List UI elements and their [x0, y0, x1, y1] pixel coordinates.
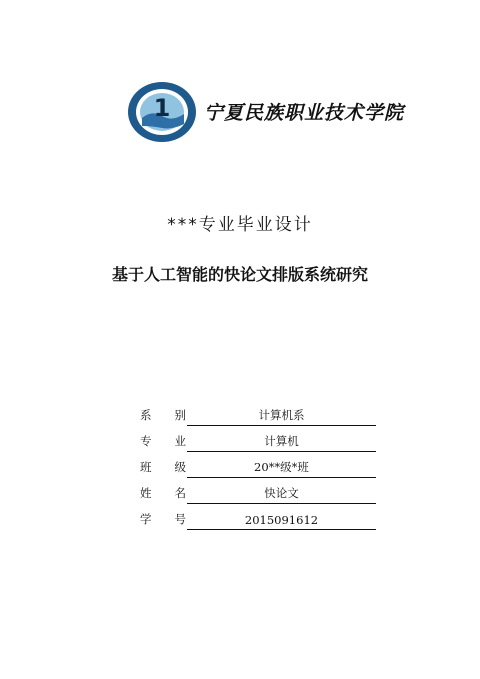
major-value: 计算机	[187, 433, 376, 452]
department-value: 计算机系	[187, 407, 376, 426]
info-row-department	[140, 400, 376, 426]
info-row-major	[140, 426, 376, 452]
school-emblem-icon	[126, 80, 198, 144]
school-name: 宁夏民族职业技术学院	[204, 102, 405, 124]
document-title: 基于人工智能的快论文排版系统研究	[111, 265, 368, 284]
emblem-number: 1	[153, 94, 171, 122]
name-label: 姓 名	[140, 486, 186, 500]
student-id-label: 学 号	[140, 512, 186, 526]
name-value: 快论文	[187, 485, 376, 504]
info-row-class	[140, 452, 376, 478]
info-row-name	[140, 478, 376, 504]
class-label: 班 级	[140, 460, 186, 474]
student-id-value: 2015091612	[187, 513, 376, 530]
department-label: 系 别	[140, 408, 186, 422]
document-type: ***专业毕业设计	[167, 215, 313, 235]
info-row-student-id	[140, 504, 376, 530]
class-value: 20**级*班	[187, 459, 376, 478]
major-label: 专 业	[140, 434, 186, 448]
student-info-table	[140, 400, 376, 530]
